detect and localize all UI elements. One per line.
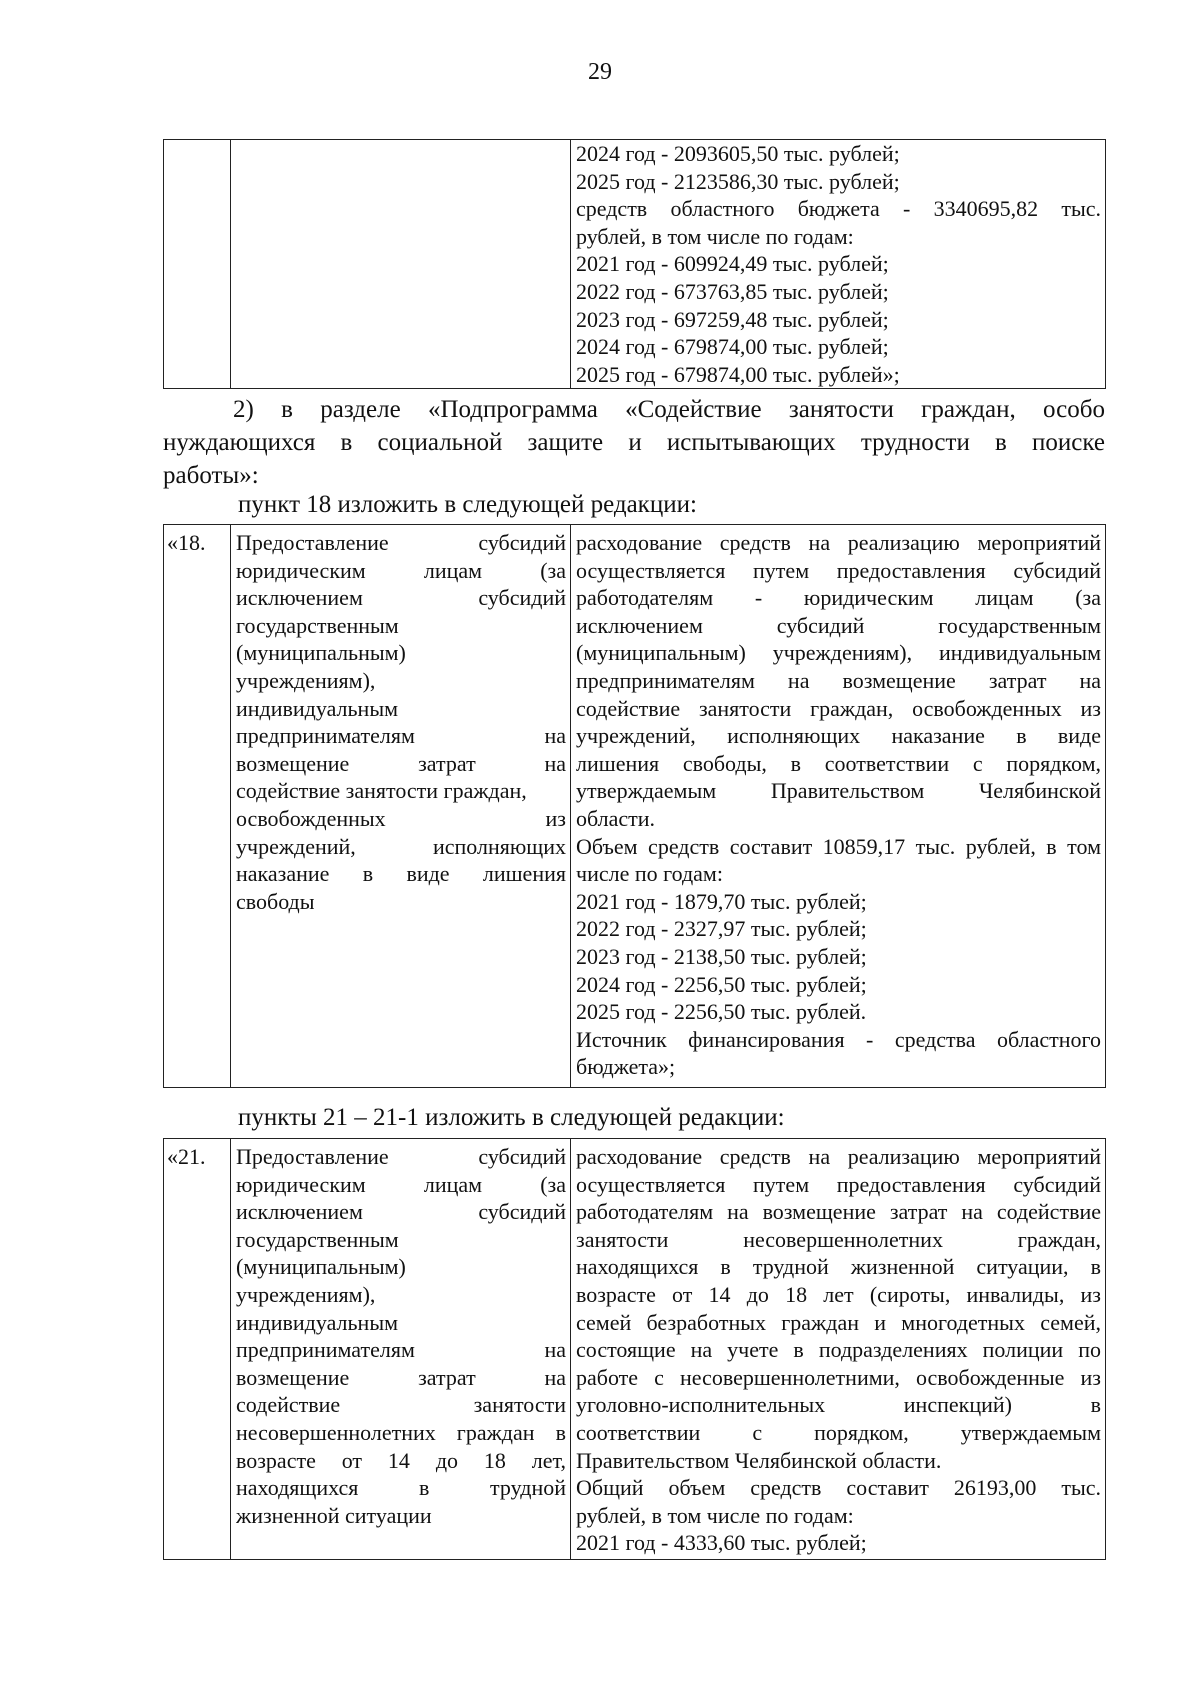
text-line: возмещение затрат на [236, 750, 566, 776]
text-line: учреждений, исполняющих [236, 833, 566, 859]
text-line: 2025 год - 2123586,30 тыс. рублей; [576, 168, 900, 194]
text-line: предпринимателям на возмещение затрат на [576, 667, 1101, 693]
text-line: осуществляется путем предоставления субсидий [576, 557, 1101, 583]
text-line: области. [576, 805, 656, 831]
text-line: (муниципальным) [236, 640, 406, 666]
table-row [164, 525, 1106, 1088]
text-line: расходование средств на реализацию мероприятий [576, 1144, 1101, 1169]
page-number: 29 [588, 59, 612, 85]
text-line: числе по годам: [576, 861, 723, 887]
text-line: 2021 год - 4333,60 тыс. рублей; [576, 1530, 867, 1556]
text-line: Правительством Челябинской области. [576, 1447, 942, 1473]
text-line: 2024 год - 2093605,50 тыс. рублей; [576, 141, 900, 166]
paragraph-line: 2) в разделе «Подпрограмма «Содействие занятости граждан, особо [233, 396, 1105, 423]
text-line: свободы [236, 888, 315, 914]
paragraph-line: работы»: [163, 462, 259, 489]
text-line: Предоставление субсидий [236, 1144, 566, 1169]
text-line: занятости несовершеннолетних граждан, [576, 1226, 1101, 1252]
text-line: рублей, в том числе по годам: [576, 1502, 854, 1528]
table-cell-description [231, 140, 571, 389]
text-line: средств областного бюджета - 3340695,82 тыс. [576, 196, 1101, 222]
text-line: возрасте от 14 до 18 лет, [236, 1447, 566, 1473]
text-line: находящихся в трудной [236, 1475, 566, 1501]
text-line: индивидуальным [236, 695, 399, 721]
funding-table-continuation [163, 139, 1106, 389]
text-line: государственным [236, 612, 399, 638]
table-cell-funding [571, 1139, 1106, 1560]
table-cell-number [164, 140, 231, 389]
table-cell-funding [571, 140, 1106, 389]
text-line: учреждениям), [236, 667, 376, 693]
text-line: рублей, в том числе по годам: [576, 223, 854, 249]
item-number: «18. [164, 525, 231, 1088]
table-row [164, 140, 1106, 389]
text-line: Объем средств составит 10859,17 тыс. рублей, в том [576, 833, 1101, 859]
text-line: содействие занятости граждан, [236, 778, 527, 804]
text-line: государственным [236, 1226, 399, 1252]
text-line: работодателям - юридическим лицам (за [576, 585, 1101, 611]
text-line: бюджета»; [576, 1054, 676, 1080]
text-line: юридическим лицам (за [236, 557, 566, 583]
text-line: исключением субсидий [236, 1199, 566, 1225]
text-line: 2025 год - 2256,50 тыс. рублей. [576, 999, 867, 1025]
text-line: работодателям на возмещение затрат на содействие [576, 1199, 1101, 1225]
table-cell-description [231, 1139, 571, 1560]
item-18-table [163, 524, 1106, 1088]
paragraph-line: нуждающихся в социальной защите и испытывающих трудности в поиске [163, 429, 1105, 456]
funding-text [576, 140, 1101, 388]
text-line: лишения свободы, в соответствии с порядком, [576, 750, 1101, 776]
table-cell-funding [571, 525, 1106, 1088]
heading-item-18: пункт 18 изложить в следующей редакции: [238, 491, 697, 518]
text-line: освобожденных из [236, 805, 566, 831]
text-line: 2025 год - 679874,00 тыс. рублей»; [576, 361, 900, 387]
text-line: состоящие на учете в подразделениях полиции по [576, 1337, 1101, 1363]
text-line: семей безработных граждан и многодетных семей, [576, 1309, 1101, 1335]
text-line: (муниципальным) [236, 1254, 406, 1280]
text-line: 2024 год - 679874,00 тыс. рублей; [576, 334, 889, 360]
text-line: (муниципальным) учреждениям), индивидуальным [576, 640, 1101, 666]
text-line: жизненной ситуации [236, 1502, 432, 1528]
text-line: несовершеннолетних граждан в [236, 1419, 566, 1445]
text-line: утверждаемым Правительством Челябинской [576, 778, 1101, 804]
item-21-description [236, 1143, 566, 1529]
text-line: наказание в виде лишения [236, 861, 566, 887]
text-line: содействие занятости граждан, освобожденных из [576, 695, 1101, 721]
text-line: уголовно-исполнительных инспекций) в [576, 1392, 1101, 1418]
item-18-description [236, 529, 566, 915]
table-row [164, 1139, 1106, 1560]
text-line: Общий объем средств составит 26193,00 тыс. [576, 1475, 1101, 1501]
item-21-funding [576, 1143, 1101, 1557]
section-paragraph-2 [163, 393, 1105, 492]
item-number: «21. [164, 1139, 231, 1560]
text-line: 2021 год - 1879,70 тыс. рублей; [576, 888, 867, 914]
item-18-funding [576, 529, 1101, 1081]
text-line: 2023 год - 697259,48 тыс. рублей; [576, 306, 889, 332]
text-line: учреждений, исполняющих наказание в виде [576, 723, 1101, 749]
text-line: 2024 год - 2256,50 тыс. рублей; [576, 971, 867, 997]
text-line: 2023 год - 2138,50 тыс. рублей; [576, 943, 867, 969]
text-line: индивидуальным [236, 1309, 399, 1335]
text-line: возмещение затрат на [236, 1364, 566, 1390]
text-line: предпринимателям на [236, 723, 566, 749]
text-line: предпринимателям на [236, 1337, 566, 1363]
text-line: Источник финансирования - средства областного [576, 1026, 1101, 1052]
text-line: содействие занятости [236, 1392, 566, 1418]
heading-items-21: пункты 21 – 21-1 изложить в следующей редакции: [238, 1104, 785, 1131]
item-21-table [163, 1138, 1106, 1560]
text-line: возрасте от 14 до 18 лет (сироты, инвалиды, из [576, 1281, 1101, 1307]
text-line: учреждениям), [236, 1281, 376, 1307]
table-cell-description [231, 525, 571, 1088]
text-line: расходование средств на реализацию мероприятий [576, 530, 1101, 555]
text-line: 2022 год - 673763,85 тыс. рублей; [576, 278, 889, 304]
text-line: исключением субсидий [236, 585, 566, 611]
text-line: находящихся в трудной жизненной ситуации, в [576, 1254, 1101, 1280]
text-line: 2021 год - 609924,49 тыс. рублей; [576, 251, 889, 277]
text-line: юридическим лицам (за [236, 1171, 566, 1197]
text-line: 2022 год - 2327,97 тыс. рублей; [576, 916, 867, 942]
text-line: Предоставление субсидий [236, 530, 566, 555]
text-line: исключением субсидий государственным [576, 612, 1101, 638]
text-line: соответствии с порядком, утверждаемым [576, 1419, 1101, 1445]
text-line: работе с несовершеннолетними, освобожденные из [576, 1364, 1101, 1390]
text-line: осуществляется путем предоставления субсидий [576, 1171, 1101, 1197]
